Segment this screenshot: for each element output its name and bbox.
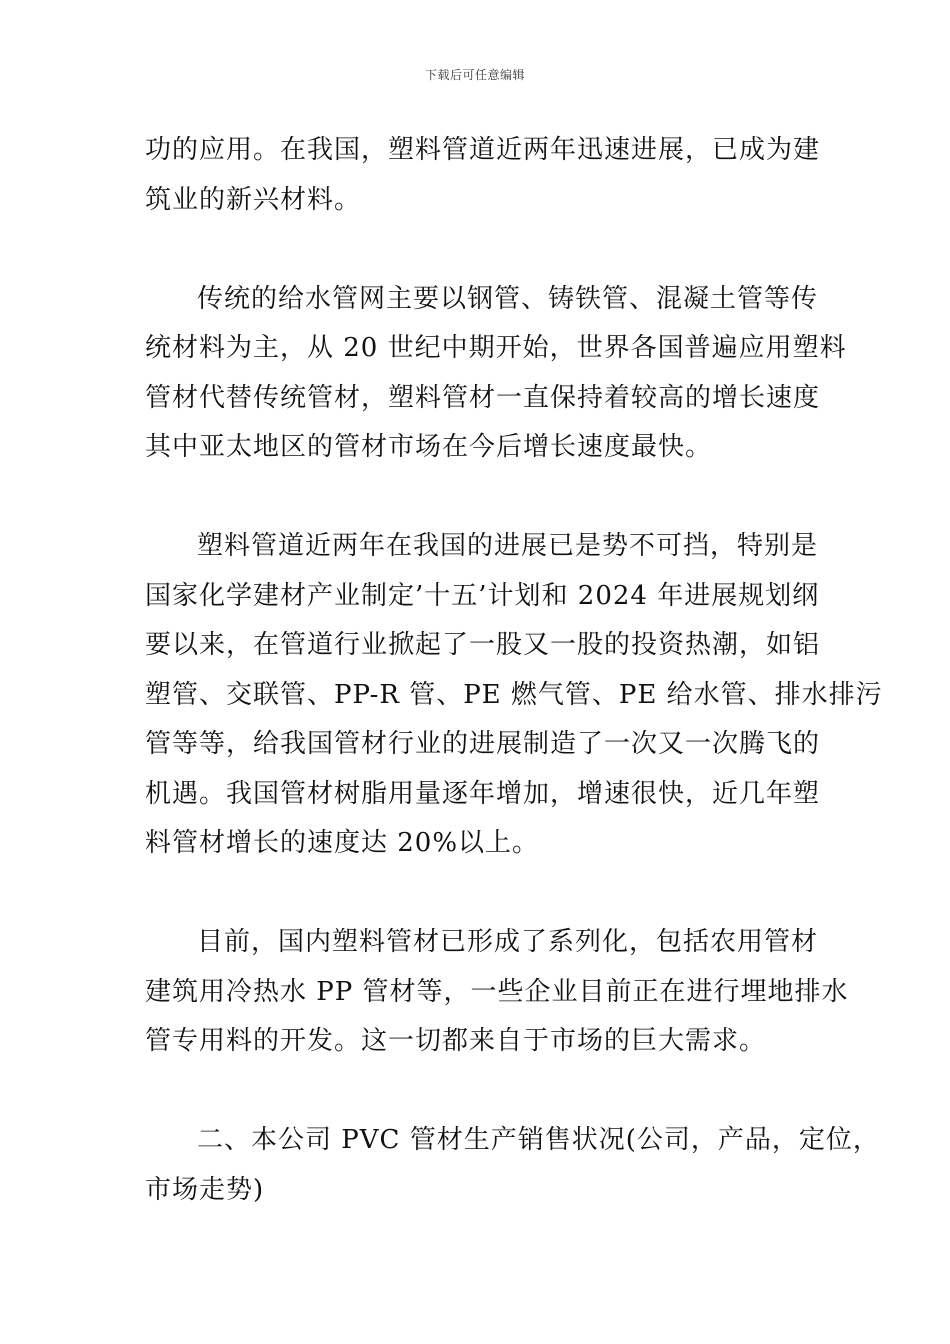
text-line: 塑管、交联管、PP-R 管、PE 燃气管、PE 给水管、排水排污 — [145, 679, 883, 710]
paragraph-5-section-heading — [145, 1116, 880, 1215]
text-line: 机遇。我国管材树脂用量逐年增加，增速很快，近几年塑 — [145, 778, 821, 809]
text-line: 统材料为主，从 20 世纪中期开始，世界各国普遍应用塑料 — [145, 333, 847, 363]
paragraph-1 — [145, 126, 821, 225]
page-header: 下载后可任意编辑 — [424, 68, 525, 82]
text-line: 国家化学建材产业制定’十五’计划和 2024 年进展规划纲 — [145, 580, 820, 611]
text-line: 要以来，在管道行业掀起了一股又一股的投资热潮，如铝 — [145, 630, 821, 660]
text-line: 二、本公司 PVC 管材生产销售状况(公司，产品，定位， — [197, 1125, 880, 1155]
text-line: 目前，国内塑料管材已形成了系列化，包括农用管材 — [197, 927, 819, 957]
text-line: 料管材增长的速度达 20%以上。 — [145, 828, 540, 858]
text-line: 功的应用。在我国，塑料管道近两年迅速进展，已成为建 — [145, 135, 821, 165]
text-line: 传统的给水管网主要以钢管、铸铁管、混凝土管等传 — [197, 283, 819, 314]
text-line: 管专用料的开发。这一切都来自于市场的巨大需求。 — [145, 1026, 767, 1056]
text-line: 筑业的新兴材料。 — [145, 184, 362, 215]
text-line: 建筑用冷热水 PP 管材等，一些企业目前正在进行埋地排水 — [145, 976, 849, 1007]
document-body — [145, 126, 883, 1215]
text-line: 市场走势) — [145, 1174, 265, 1205]
text-line: 管等等，给我国管材行业的进展制造了一次又一次腾飞的 — [145, 729, 821, 759]
paragraph-4 — [145, 918, 849, 1067]
paragraph-2 — [145, 275, 847, 473]
text-line: 其中亚太地区的管材市场在今后增长速度最快。 — [145, 432, 713, 462]
text-line: 管材代替传统管材，塑料管材一直保持着较高的增长速度 — [145, 382, 821, 413]
paragraph-3 — [145, 522, 883, 869]
text-line: 塑料管道近两年在我国的进展已是势不可挡，特别是 — [197, 531, 819, 561]
